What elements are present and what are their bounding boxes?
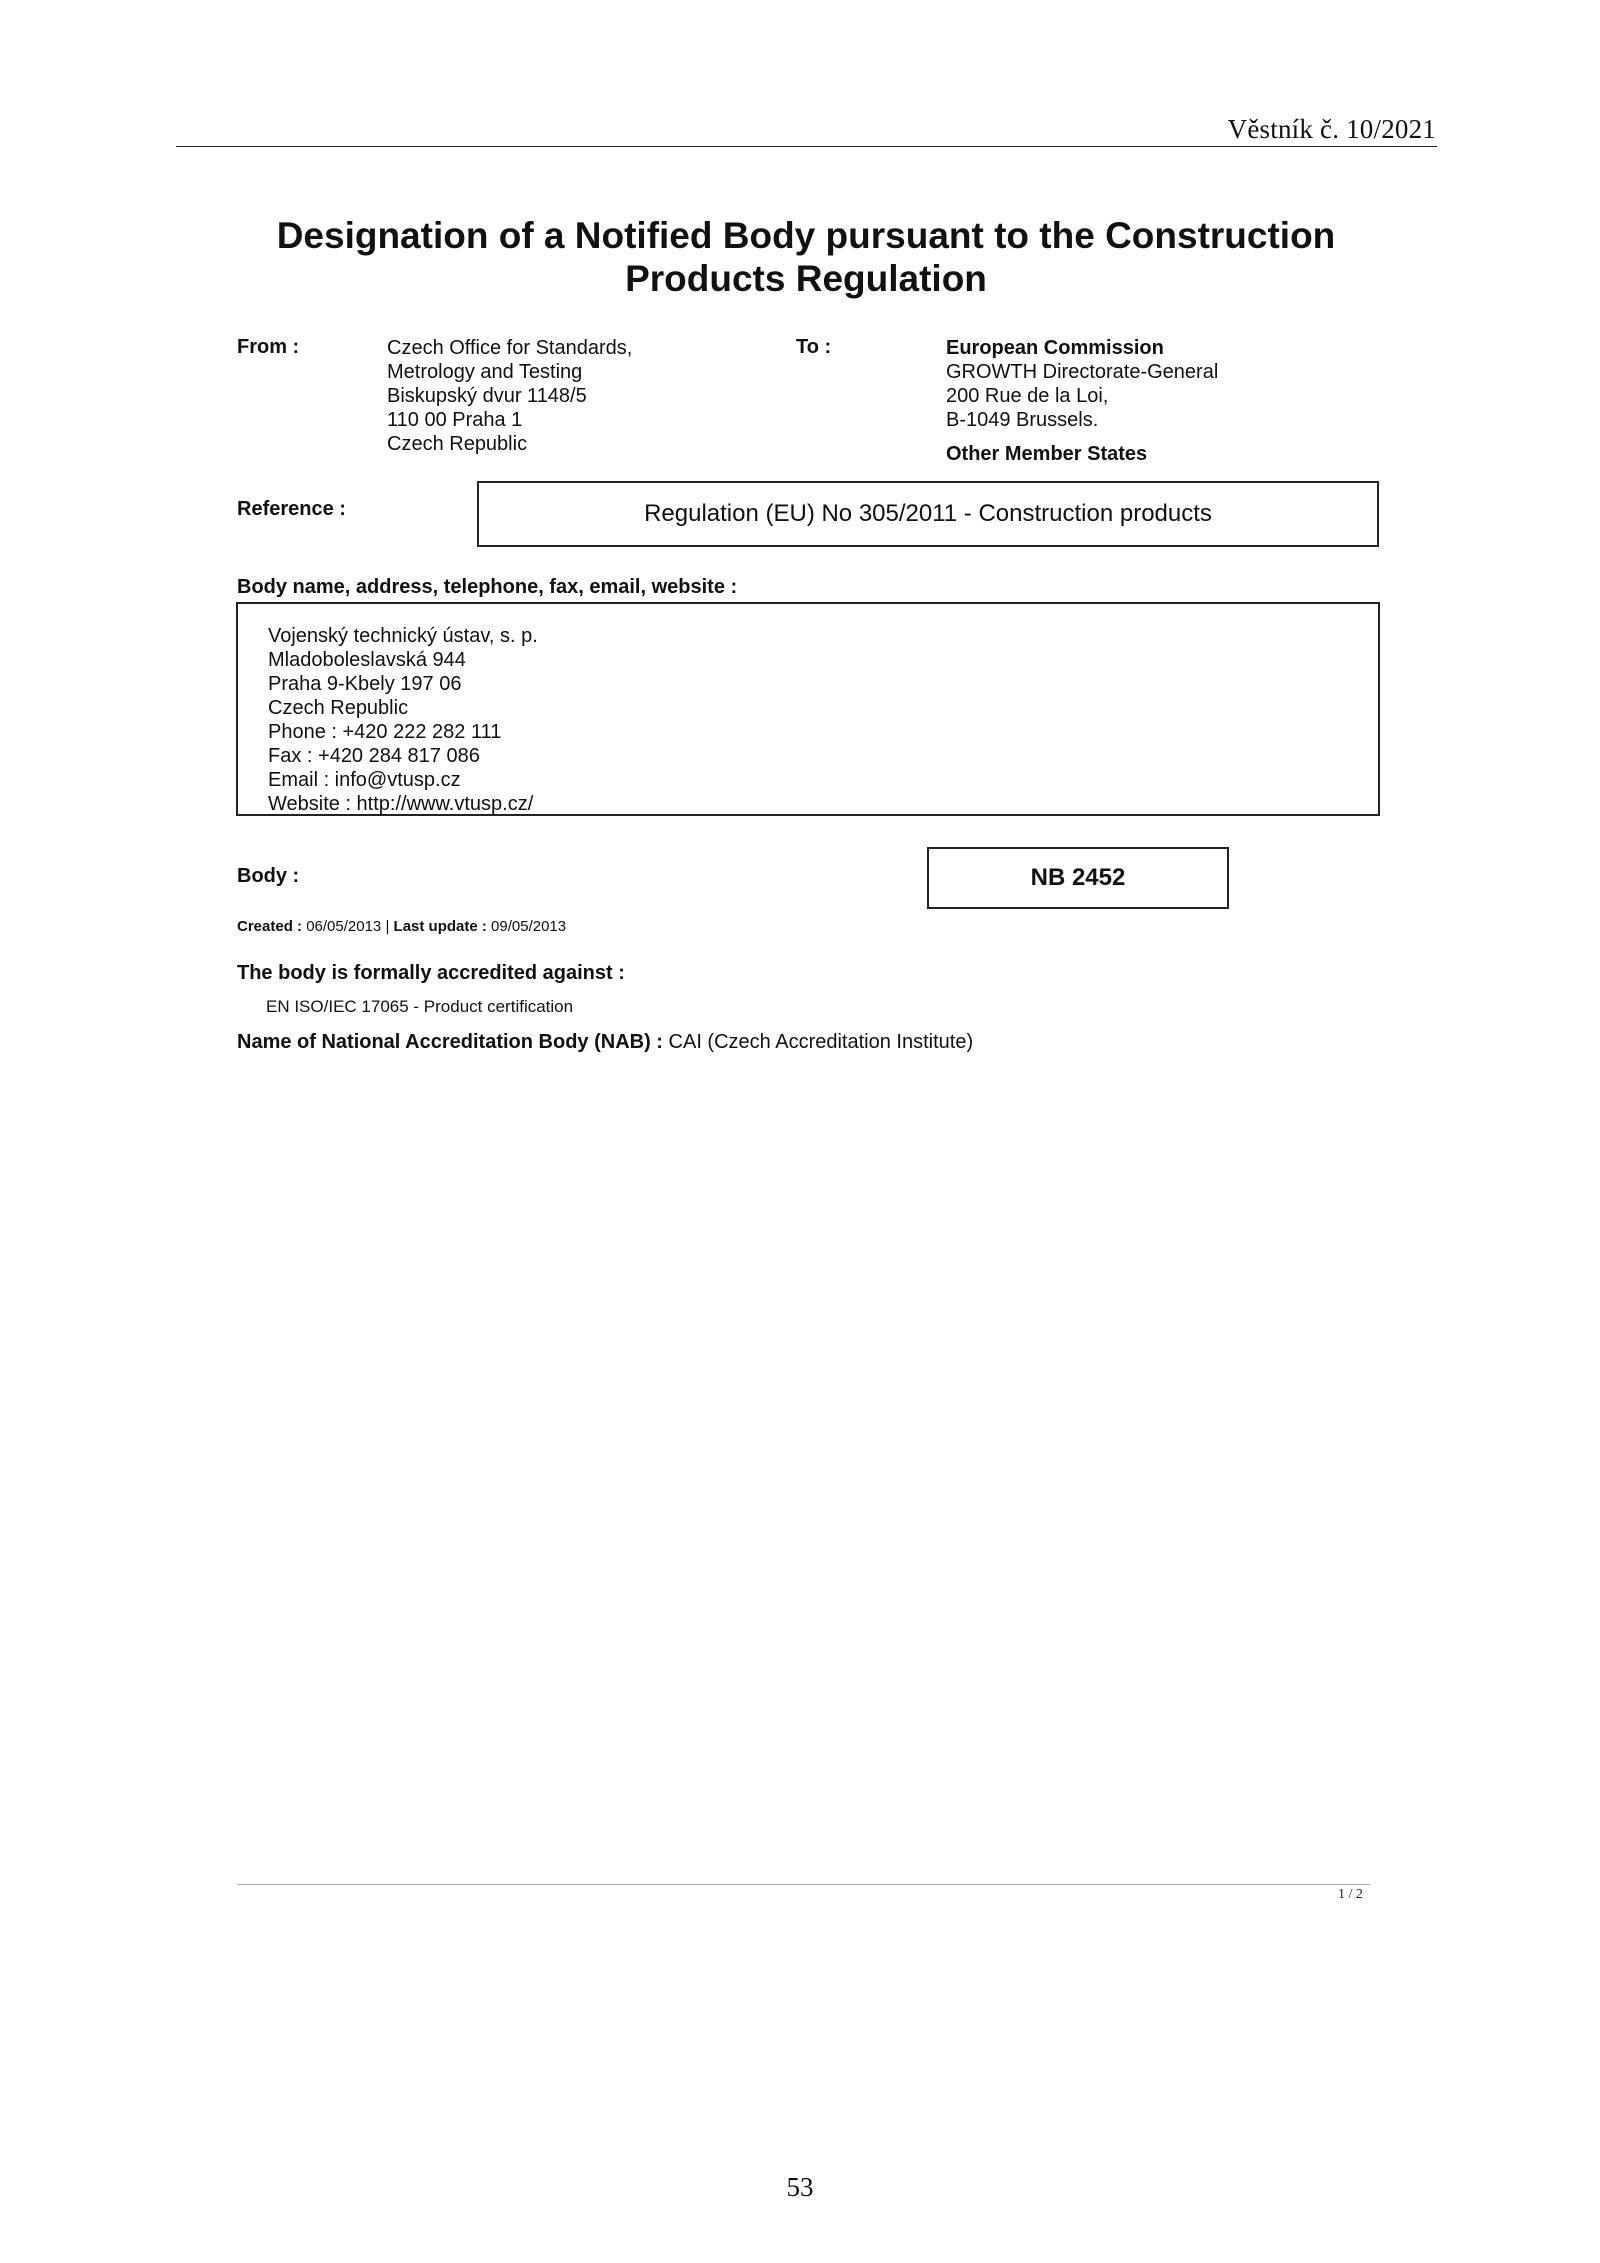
accreditation-standard: EN ISO/IEC 17065 - Product certification [266,997,574,1016]
from-line: Czech Republic [387,433,528,455]
dates-line [237,918,566,935]
contact-name: Vojenský technický ústav, s. p. [268,625,538,647]
page-number: 53 [786,2172,814,2202]
other-member-states: Other Member States [946,443,1148,465]
header-divider [176,146,1437,147]
notified-body-number-box [927,847,1229,909]
page-title [176,214,1436,300]
body-contact-label: Body name, address, telephone, fax, email, website : [237,576,738,598]
title-line-2: Products Regulation [625,258,987,299]
contact-website: Website : http://www.vtusp.cz/ [268,793,534,815]
to-line: 200 Rue de la Loi, [946,385,1109,407]
to-address [946,336,1218,432]
to-label: To : [796,336,832,358]
title-line-1: Designation of a Notified Body pursuant to the Construction [276,215,1336,256]
last-update-date: 09/05/2013 [491,918,567,935]
journal-header: Věstník č. 10/2021 [1227,114,1436,144]
reference-box [477,481,1379,547]
contact-street: Mladoboleslavská 944 [268,649,466,671]
nab-label: Name of National Accreditation Body (NAB) : [237,1031,663,1053]
last-update-label: Last update : [393,918,487,935]
to-line: B-1049 Brussels. [946,409,1099,431]
contact-email: Email : info@vtusp.cz [268,769,461,791]
notified-body-number: NB 2452 [1030,864,1126,891]
dates-separator: | [385,918,390,935]
from-line: Biskupský dvur 1148/5 [387,385,587,407]
to-organization: European Commission [946,337,1164,359]
created-label: Created : [237,918,303,935]
contact-country: Czech Republic [268,697,409,719]
from-line: 110 00 Praha 1 [387,409,523,431]
reference-label: Reference : [237,498,346,520]
from-label: From : [237,336,300,358]
from-line: Czech Office for Standards, [387,337,633,359]
reference-value: Regulation (EU) No 305/2011 - Construction products [644,500,1212,527]
body-label: Body : [237,865,300,887]
contact-city: Praha 9-Kbely 197 06 [268,673,462,695]
contact-fax: Fax : +420 284 817 086 [268,745,480,767]
accreditation-label: The body is formally accredited against : [237,962,625,984]
created-date: 06/05/2013 [306,918,382,935]
from-address [387,336,632,456]
to-line: GROWTH Directorate-General [946,361,1219,383]
nab-line [237,1031,973,1054]
contact-phone: Phone : +420 222 282 111 [268,721,502,743]
footer-divider [237,1884,1370,1885]
page-of-indicator: 1 / 2 [1338,1887,1363,1902]
nab-value: CAI (Czech Accreditation Institute) [668,1031,974,1053]
from-line: Metrology and Testing [387,361,583,383]
body-contact-box [236,602,1380,816]
